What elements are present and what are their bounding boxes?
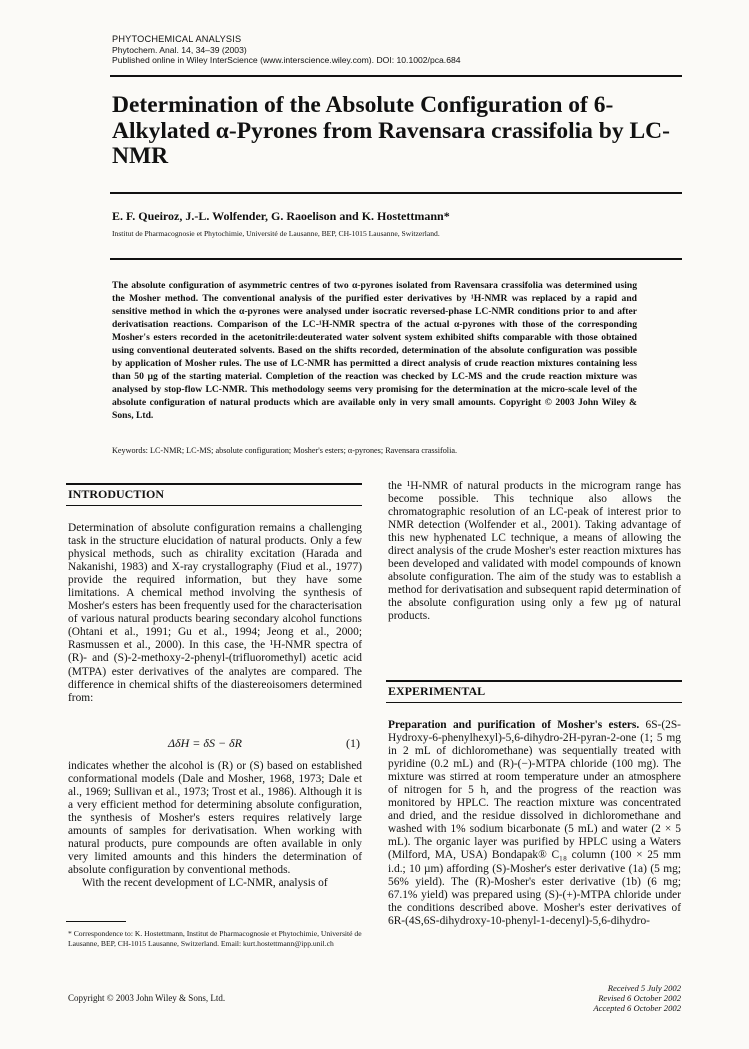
intro-top-rule <box>66 483 362 485</box>
preparation-text: 6S-(2S-Hydroxy-6-phenylhexyl)-5,6-dihydro-2H-pyran-2-one (1; 5 mg in 2 mL of dichloromethane) was sequentially treated with pyridine (0.2 mL) and (R)-(−)-MTPA chloride (100 mg). The mixture was stirred at room temperature under an atmosphere of nitrogen for 5 h, and the progress of the reaction was monitored by HPLC. The reaction mixture was concentrated and dried, and the residue dissolved in dichloromethane and washed with 1% sodium bicarbonate (5 mL) and water (2 × 5 mL). The organic layer was purified by HPLC using a Waters (Milford, MA, USA) Bondapak® C₁₈ column (100 × 25 mm i.d.; 10 µm) affording (S)-Mosher's ester derivative (1a) (5 mg; 56% yield). The (R)-Mosher's ester derivative (1b) (6 mg; 67.1% yield) was prepared using (S)-(+)-MTPA chloride under the conditions described above. Mosher's ester derivatives of 6R-(4S,6S-dihydroxy-10-phenyl-1-decenyl)-5,6-dihydro- <box>388 719 681 927</box>
introduction-heading: INTRODUCTION <box>68 487 165 501</box>
journal-header <box>112 34 672 66</box>
correspondence-footnote: * Correspondence to: K. Hostettmann, Institut de Pharmacognosie et Phytochimie, Université de Lausanne, BEP, CH-1015 Lausanne, Switzerland. Email: kurt.hostettmann@ipp.unil.ch <box>68 929 362 948</box>
affiliation: Institut de Pharmacognosie et Phytochimie, Université de Lausanne, BEP, CH-1015 Lausanne, Switzerland. <box>112 229 440 238</box>
intro-bottom-rule <box>66 505 362 506</box>
journal-published-line: Published online in Wiley InterScience (www.interscience.wiley.com). DOI: 10.1002/pca.684 <box>112 55 461 65</box>
header-rule <box>110 75 682 77</box>
title-rule <box>110 192 682 194</box>
introduction-paragraph-2: indicates whether the alcohol is (R) or (S) based on established conformational models (Dale and Mosher, 1968, 1973; Dale et al., 1969; Sullivan et al., 1973; Trost et al., 1986). Although it is a very efficient method for determining absolute configuration, the synthesis of Mosher's esters requires relatively large amounts of samples for derivatisation. When working with natural products, pure compounds are often available in only very limited amounts and this hinders the determination of absolute configuration by conventional methods. <box>68 760 362 877</box>
author-list: E. F. Queiroz, J.-L. Wolfender, G. Raoelison and K. Hostettmann* <box>112 209 450 223</box>
received-dates <box>520 983 681 1013</box>
introduction-paragraph-3: With the recent development of LC-NMR, analysis of <box>82 877 328 890</box>
experimental-paragraph <box>388 719 681 928</box>
revised-date: Revised 6 October 2002 <box>598 993 681 1003</box>
accepted-date: Accepted 6 October 2002 <box>593 1003 681 1013</box>
equation-number: (1) <box>346 736 360 750</box>
keywords: Keywords: LC-NMR; LC-MS; absolute configuration; Mosher's esters; α-pyrones; Ravensara crassifolia. <box>112 446 458 455</box>
abstract: The absolute configuration of asymmetric centres of two α-pyrones isolated from Ravensara crassifolia was determined using the Mosher method. The conventional analysis of the purified ester derivatives by ¹H-NMR was replaced by a rapid and sensitive method in which the α-pyrones were analysed under isocratic reversed-phase LC-NMR conditions prior to and after derivatisation reactions. Comparison of the LC-¹H-NMR spectra of the actual α-pyrones with those of the corresponding Mosher's esters recorded in the acetonitrile:deuterated water solvent system exhibited shifts comparable with those obtained using conventional deuterated solvents. Based on the shifts recorded, determination of the absolute configuration was possible by application of Mosher rules. The use of LC-NMR has permitted a direct analysis of crude reaction mixtures containing less than 50 µg of the starting material. Completion of the reaction was checked by LC-MS and the crude reaction mixture was analysed by stop-flow LC-NMR. This methodology seems very promising for the determination at the micro-scale level of the absolute configuration of natural products which are available only in very small amounts. Copyright © 2003 John Wiley & Sons, Ltd. <box>112 280 637 421</box>
footnote-rule <box>66 921 126 922</box>
experimental-bottom-rule <box>386 702 682 703</box>
experimental-heading: EXPERIMENTAL <box>388 684 486 698</box>
experimental-top-rule <box>386 680 682 682</box>
subsection-heading: Preparation and purification of Mosher's esters. <box>388 719 640 731</box>
equation-expression: ΔδH = δS − δR <box>168 736 242 750</box>
received-date: Received 5 July 2002 <box>607 983 681 993</box>
copyright-line: Copyright © 2003 John Wiley & Sons, Ltd. <box>68 993 226 1003</box>
article-title: Determination of the Absolute Configuration of 6-Alkylated α-Pyrones from Ravensara crassifolia by LC-NMR <box>112 92 670 169</box>
affiliation-rule <box>110 258 682 260</box>
journal-name: PHYTOCHEMICAL ANALYSIS <box>112 34 242 44</box>
journal-citation: Phytochem. Anal. 14, 34–39 (2003) <box>112 44 247 55</box>
introduction-paragraphs-2 <box>68 760 362 890</box>
introduction-paragraph-1: Determination of absolute configuration remains a challenging task in the structure elucidation of natural products. Only a few physical methods, such as chirality excitation (Harada and Nakanishi, 1983) and X-ray crystallography (Fiud et al., 1977) provide the required information, but they have some limitations. A chemical method involving the synthesis of Mosher's esters has been frequently used for the characterisation of various natural products bearing secondary alcohol functions (Ohtani et al., 1991; Gu et al., 1994; Jeong et al., 2000; Rasmussen et al., 2000). In this case, the ¹H-NMR spectra of (R)- and (S)-2-methoxy-2-phenyl-(trifluoromethyl) acetic acid (MTPA) ester derivatives of the analytes are compared. The difference in chemical shifts of the diastereoisomers determined from: <box>68 522 362 704</box>
right-column-paragraph-1: the ¹H-NMR of natural products in the microgram range has become possible. This technique also allows the chromatographic resolution of an LC-peak of interest prior to NMR detection (Wolfender et al., 2001). Taking advantage of this new hyphenated LC technique, a means of allowing the direct analysis of the crude Mosher's ester reaction mixtures has been developed and validated with model compounds of known absolute configuration. The aim of the study was to establish a method for derivatisation and subsequent rapid determination of the absolute configuration using only a few µg of natural products. <box>388 480 681 623</box>
